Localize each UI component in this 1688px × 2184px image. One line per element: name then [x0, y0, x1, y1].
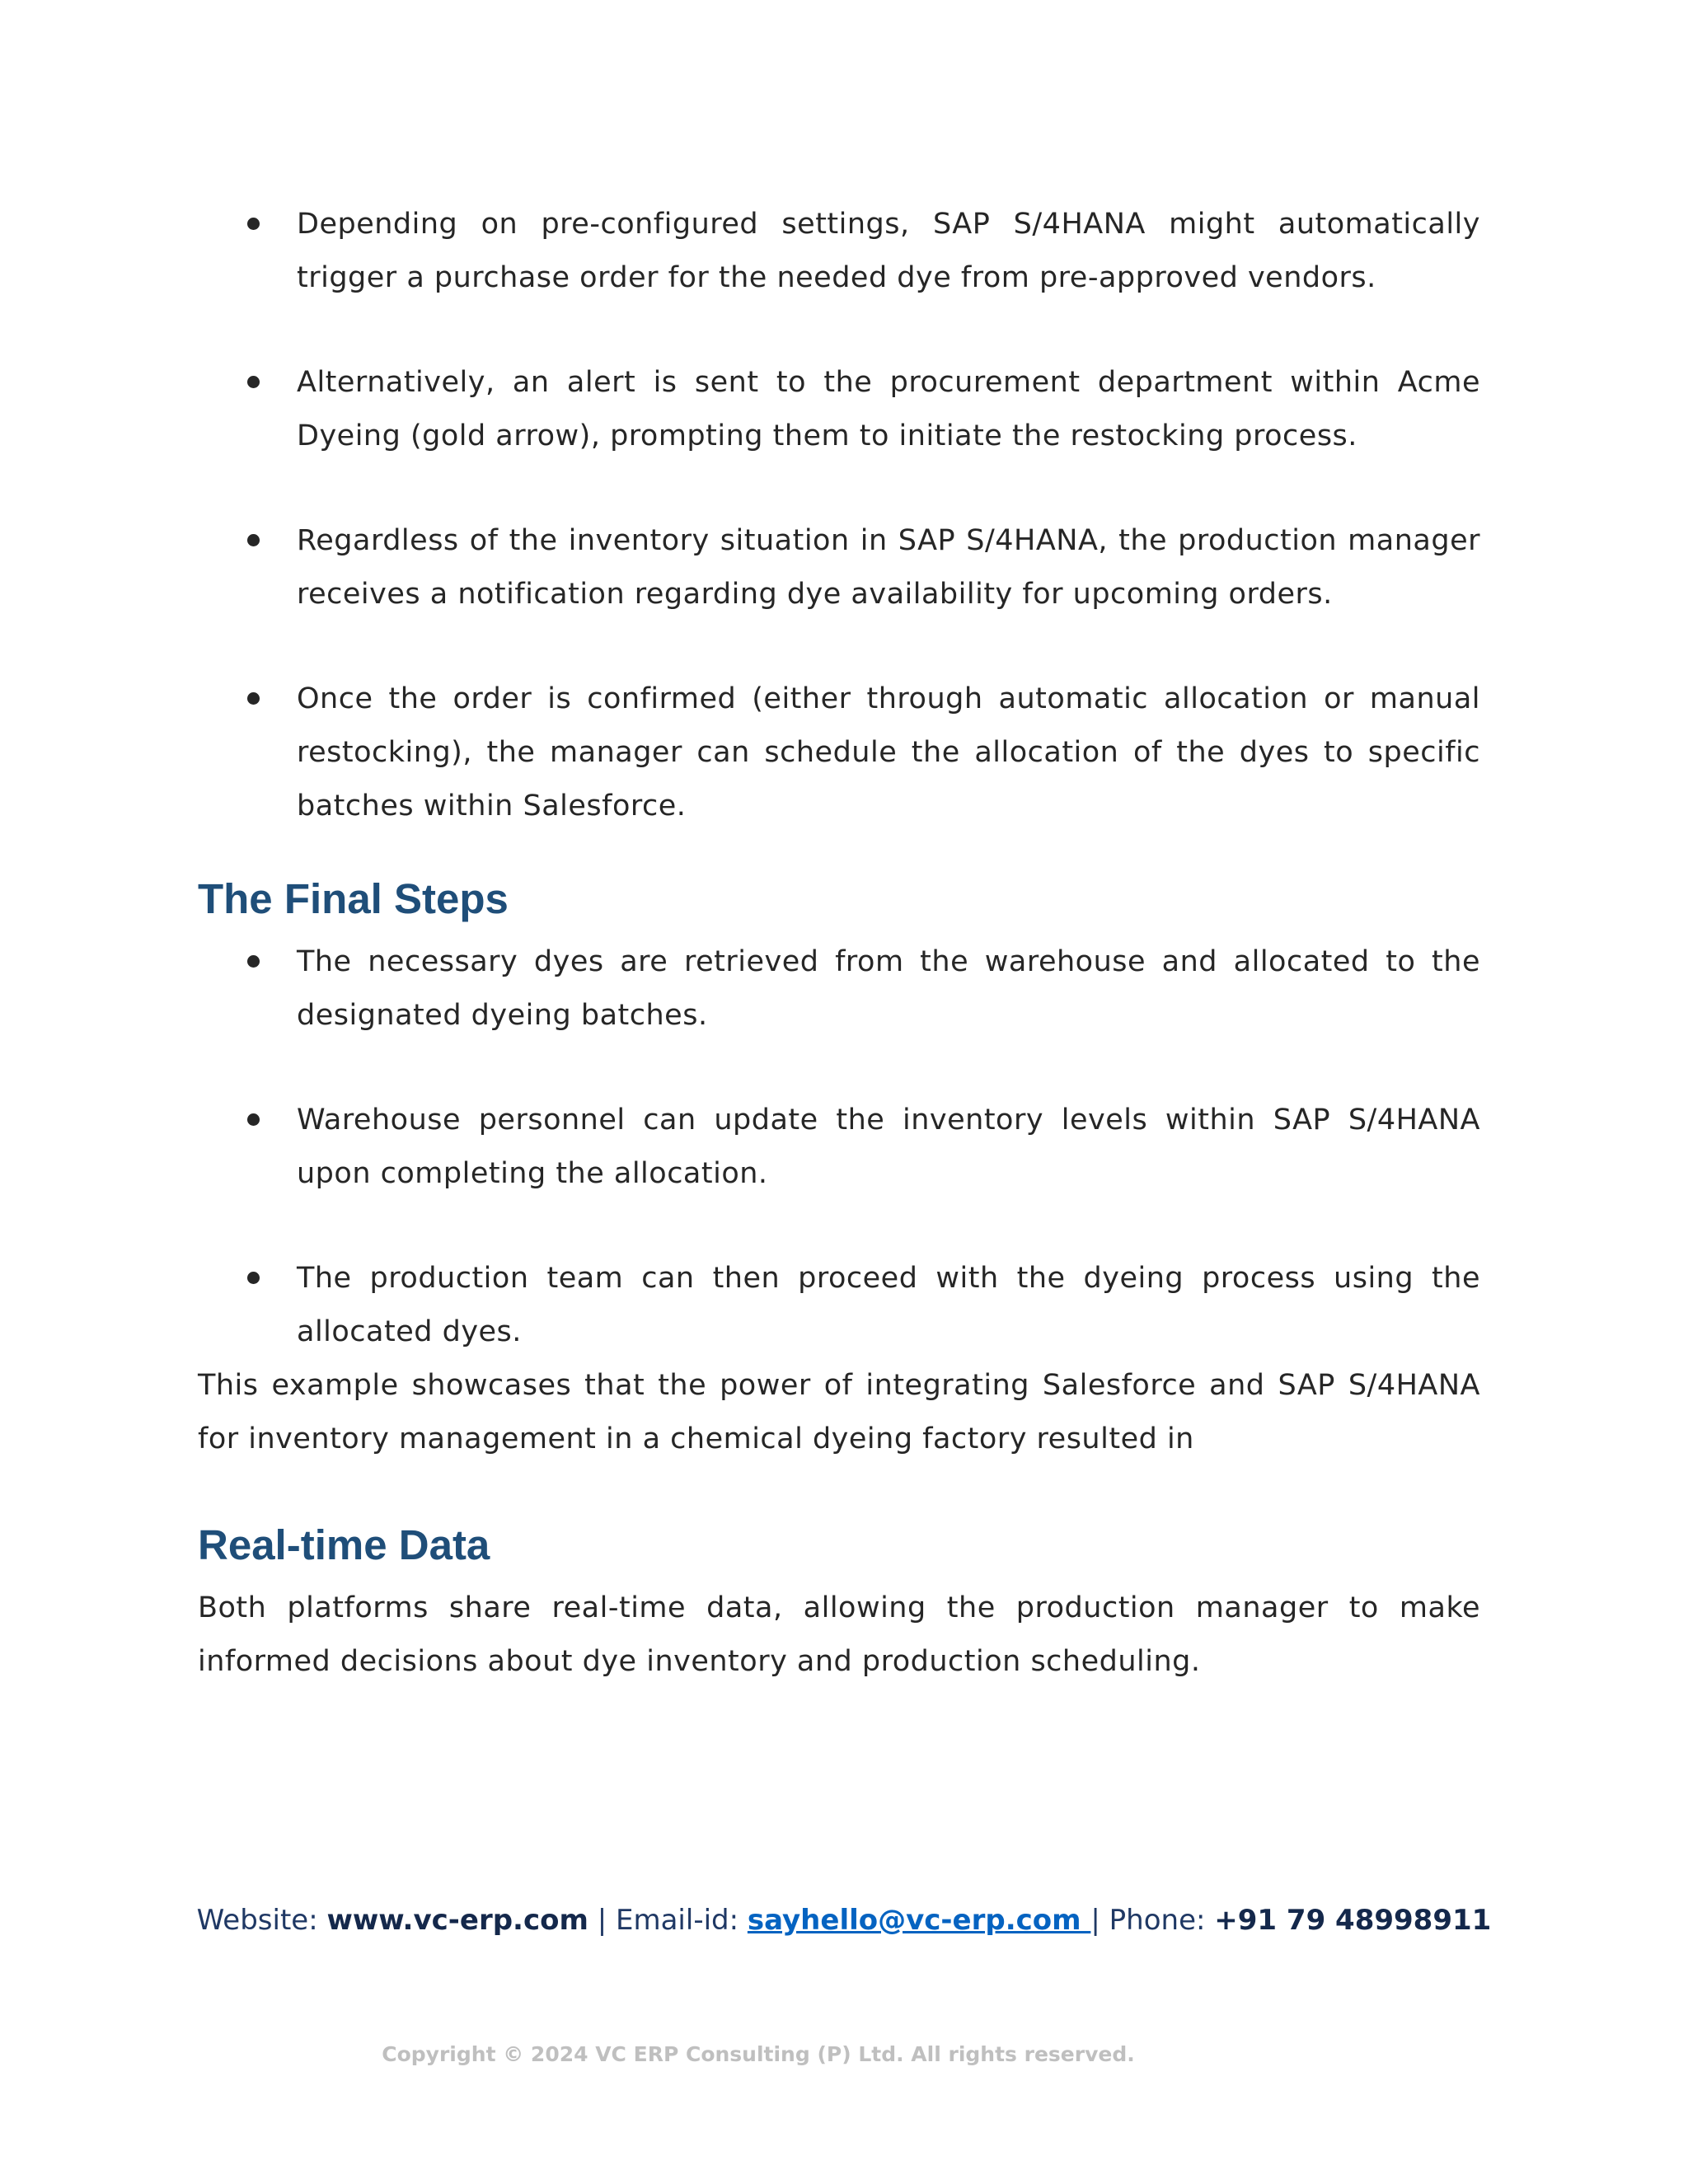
copyright-notice: Copyright © 2024 VC ERP Consulting (P) Ltd. All rights reserved. — [382, 2042, 1135, 2066]
list-item-text: Warehouse personnel can update the inventory levels within SAP S/4HANA upon completing the allocation. — [297, 1104, 1480, 1190]
bullet-icon — [247, 692, 260, 705]
phone-label: Phone: — [1109, 1904, 1215, 1937]
list-item — [198, 935, 1480, 1043]
section-heading-final-steps: The Final Steps — [198, 875, 509, 922]
final-steps-section — [198, 874, 1480, 1359]
document-body — [198, 198, 1480, 1689]
list-item — [198, 673, 1480, 833]
website-label: Website: — [196, 1904, 327, 1937]
list-item-text: Depending on pre-configured settings, SAP S/4HANA might automatically trigger a purchase order for the needed dye from pre-approved vendors. — [297, 208, 1480, 294]
list-item-text: Regardless of the inventory situation in SAP S/4HANA, the production manager receives a notification regarding dye availability for upcoming orders. — [297, 524, 1480, 611]
website-value: www.vc-erp.com — [326, 1904, 588, 1937]
section-heading-realtime-data: Real-time Data — [198, 1521, 490, 1568]
list-item — [198, 1094, 1480, 1201]
bullet-icon — [247, 1113, 260, 1126]
list-item — [198, 1252, 1480, 1359]
realtime-data-section — [198, 1521, 1480, 1689]
phone-value: +91 79 48998911 — [1214, 1904, 1492, 1937]
bullet-icon — [247, 1272, 260, 1284]
bullet-icon — [247, 955, 260, 968]
list-item-text: The production team can then proceed with the dyeing process using the allocated dyes. — [297, 1262, 1480, 1348]
list-item-text: The necessary dyes are retrieved from the warehouse and allocated to the designated dyeing batches. — [297, 945, 1480, 1032]
list-item-text: Once the order is confirmed (either through automatic allocation or manual restocking), the manager can schedule the allocation of the dyes to specific batches within Salesforce. — [297, 682, 1480, 823]
list-item — [198, 356, 1480, 463]
separator: | — [588, 1904, 616, 1937]
list-item-text: Alternatively, an alert is sent to the procurement department within Acme Dyeing (gold arrow), prompting them to initiate the restocking process. — [297, 366, 1480, 452]
email-link[interactable]: sayhello@vc-erp.com — [747, 1904, 1091, 1937]
bullet-icon — [247, 534, 260, 546]
separator: | — [1090, 1904, 1109, 1937]
summary-paragraph: This example showcases that the power of integrating Salesforce and SAP S/4HANA for inventory management in a chemical dyeing factory resulted in — [198, 1369, 1480, 1455]
email-label: Email-id: — [615, 1904, 748, 1937]
bullet-list-final-steps — [198, 935, 1480, 1359]
list-item — [198, 198, 1480, 305]
realtime-paragraph: Both platforms share real-time data, allowing the production manager to make informed decisions about dye inventory and production scheduling. — [198, 1591, 1480, 1678]
footer-contact-line — [0, 1904, 1688, 1937]
bullet-icon — [247, 376, 260, 388]
bullet-icon — [247, 218, 260, 230]
list-item — [198, 514, 1480, 621]
bullet-list-top — [198, 198, 1480, 833]
